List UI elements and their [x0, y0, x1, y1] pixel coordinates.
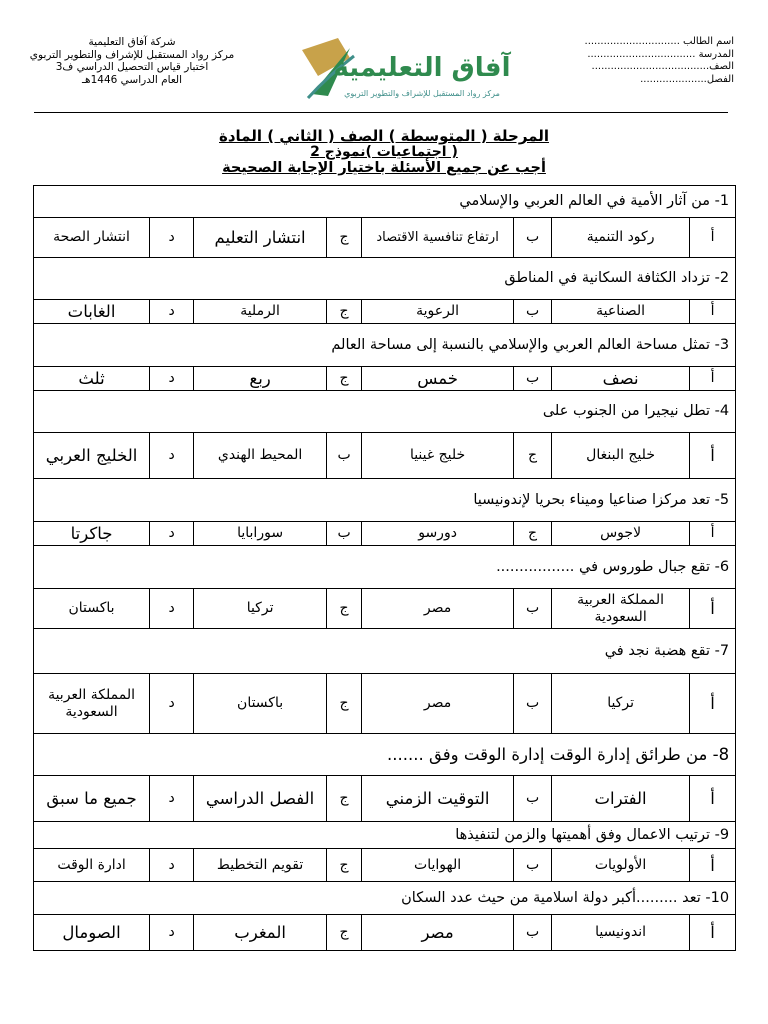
option-letter: ج [327, 300, 362, 324]
question-stem: 5- تعد مركزا صناعيا وميناء بحريا لإندونيسيا [34, 479, 736, 522]
question-row [34, 186, 736, 218]
option-letter: ب [514, 589, 552, 629]
answer-option[interactable]: الفصل الدراسي [194, 776, 327, 822]
option-letter: أ [690, 522, 736, 546]
option-letter: أ [690, 433, 736, 479]
answer-option[interactable]: خمس [362, 367, 514, 391]
answer-option[interactable]: مصر [362, 589, 514, 629]
answer-option[interactable]: باكستان [34, 589, 150, 629]
options-row [34, 300, 736, 324]
option-letter: د [150, 589, 194, 629]
option-letter: أ [690, 589, 736, 629]
grade-field: الصف..................................... [591, 61, 734, 72]
option-letter: ب [514, 915, 552, 951]
answer-option[interactable]: مصر [362, 674, 514, 734]
answer-option[interactable]: الرعوية [362, 300, 514, 324]
answer-option[interactable]: المغرب [194, 915, 327, 951]
answer-option[interactable]: انتشار الصحة [34, 218, 150, 258]
option-letter: د [150, 433, 194, 479]
page-header [0, 36, 768, 116]
school-field: المدرسة .................................. [587, 48, 734, 60]
question-row [34, 258, 736, 300]
answer-option[interactable]: انتشار التعليم [194, 218, 327, 258]
options-row [34, 589, 736, 629]
answer-option[interactable]: ثلث [34, 367, 150, 391]
exam-title [34, 128, 734, 177]
option-letter: د [150, 522, 194, 546]
title-instructions: أجب عن جميع الأسئلة باختيار الإجابة الصحيحة [222, 160, 546, 176]
section-field: الفصل..................... [640, 73, 734, 85]
logo-title: آفاق التعليمية [333, 53, 511, 83]
option-letter: ج [327, 367, 362, 391]
options-row [34, 776, 736, 822]
option-letter: أ [690, 776, 736, 822]
option-letter: ج [327, 776, 362, 822]
answer-option[interactable]: المحيط الهندي [194, 433, 327, 479]
question-row [34, 734, 736, 776]
header-divider [34, 112, 728, 113]
question-stem: 1- من آثار الأمية في العالم العربي والإسلامي [34, 186, 736, 218]
option-letter: ب [514, 218, 552, 258]
option-letter: أ [690, 367, 736, 391]
answer-option[interactable]: التوقيت الزمني [362, 776, 514, 822]
option-letter: د [150, 300, 194, 324]
student-name-field: اسم الطالب .............................. [584, 36, 734, 47]
option-letter: ب [514, 776, 552, 822]
question-stem: 8- من طرائق إدارة الوقت إدارة الوقت وفق ....... [34, 734, 736, 776]
title-subject-line: ( اجتماعيات )نموذج 2 [310, 144, 458, 160]
answer-option[interactable]: اندونيسيا [552, 915, 690, 951]
options-row [34, 522, 736, 546]
option-letter: د [150, 915, 194, 951]
option-letter: د [150, 674, 194, 734]
answer-option[interactable]: تقويم التخطيط [194, 849, 327, 882]
logo-subtitle: مركز رواد المستقبل للإشراف والتطوير التربوي [344, 89, 500, 98]
option-letter: د [150, 849, 194, 882]
answer-option[interactable]: الأولويات [552, 849, 690, 882]
option-letter: أ [690, 849, 736, 882]
answer-option[interactable]: دورسو [362, 522, 514, 546]
question-row [34, 629, 736, 674]
answer-option[interactable]: الهوايات [362, 849, 514, 882]
answer-option[interactable]: الغابات [34, 300, 150, 324]
options-row [34, 367, 736, 391]
option-letter: د [150, 776, 194, 822]
option-letter: ج [327, 218, 362, 258]
question-stem: 2- تزداد الكثافة السكانية في المناطق [34, 258, 736, 300]
option-letter: أ [690, 674, 736, 734]
option-letter: ج [514, 522, 552, 546]
title-stage-line: المرحلة ( المتوسطة ) الصف ( الثاني ) المادة [219, 127, 549, 145]
answer-option[interactable]: الصومال [34, 915, 150, 951]
exam-name: اختبار قياس التحصيل الدراسي ف3 [55, 61, 209, 73]
company-name: شركة آفاق التعليمية [88, 36, 176, 48]
question-stem: 7- تقع هضبة نجد في [34, 629, 736, 674]
option-letter: ب [327, 433, 362, 479]
answer-option[interactable]: باكستان [194, 674, 327, 734]
option-letter: ب [514, 300, 552, 324]
answer-option[interactable]: سورابايا [194, 522, 327, 546]
answer-option[interactable]: ركود التنمية [552, 218, 690, 258]
options-row [34, 674, 736, 734]
option-letter: ج [327, 674, 362, 734]
question-row [34, 324, 736, 367]
answer-option[interactable]: لاجوس [552, 522, 690, 546]
answer-option[interactable]: الفترات [552, 776, 690, 822]
logo-graphic [298, 36, 511, 108]
options-row [34, 915, 736, 951]
answer-option[interactable]: خليج غينيا [362, 433, 514, 479]
answer-option[interactable]: ادارة الوقت [34, 849, 150, 882]
question-row [34, 882, 736, 915]
answer-option[interactable]: مصر [362, 915, 514, 951]
option-letter: أ [690, 218, 736, 258]
question-stem: 9- ترتيب الاعمال وفق أهميتها والزمن لتنفيذها [34, 822, 736, 849]
option-letter: ج [327, 589, 362, 629]
answer-option[interactable]: الخليج العربي [34, 433, 150, 479]
option-letter: ب [514, 849, 552, 882]
option-letter: ج [514, 433, 552, 479]
option-letter: ج [327, 915, 362, 951]
answer-option[interactable]: ارتفاع تنافسية الاقتصاد [362, 218, 514, 258]
question-row [34, 479, 736, 522]
options-row [34, 218, 736, 258]
student-info [534, 36, 734, 86]
answer-option[interactable]: تركيا [552, 674, 690, 734]
answer-option[interactable]: جاكرتا [34, 522, 150, 546]
company-logo [298, 36, 511, 108]
answer-option[interactable]: جميع ما سبق [34, 776, 150, 822]
option-letter: ب [327, 522, 362, 546]
question-stem: 10- تعد .........أكبر دولة اسلامية من حيث عدد السكان [34, 882, 736, 915]
option-letter: ج [327, 849, 362, 882]
answer-option[interactable]: نصف [552, 367, 690, 391]
question-stem: 4- تطل نيجيرا من الجنوب على [34, 391, 736, 433]
question-row [34, 822, 736, 849]
question-row [34, 546, 736, 589]
answer-option[interactable]: تركيا [194, 589, 327, 629]
option-letter: أ [690, 300, 736, 324]
answer-option[interactable]: خليج البنغال [552, 433, 690, 479]
question-stem: 3- تمثل مساحة العالم العربي والإسلامي بالنسبة إلى مساحة العالم [34, 324, 736, 367]
answer-option[interactable]: المملكة العربية السعودية [552, 589, 690, 629]
answer-option[interactable]: الرملية [194, 300, 327, 324]
answer-option[interactable]: المملكة العربية السعودية [34, 674, 150, 734]
academic-year: العام الدراسي 1446هـ [81, 73, 183, 86]
question-stem: 6- تقع جبال طوروس في ................. [34, 546, 736, 589]
answer-option[interactable]: ربع [194, 367, 327, 391]
option-letter: د [150, 218, 194, 258]
questions-table [33, 185, 736, 951]
option-letter: أ [690, 915, 736, 951]
option-letter: ب [514, 367, 552, 391]
center-name: مركز رواد المستقبل للإشراف والتطوير التربوي [29, 48, 235, 61]
option-letter: د [150, 367, 194, 391]
organization-info [22, 36, 242, 86]
options-row [34, 849, 736, 882]
answer-option[interactable]: الصناعية [552, 300, 690, 324]
option-letter: ب [514, 674, 552, 734]
options-row [34, 433, 736, 479]
question-row [34, 391, 736, 433]
